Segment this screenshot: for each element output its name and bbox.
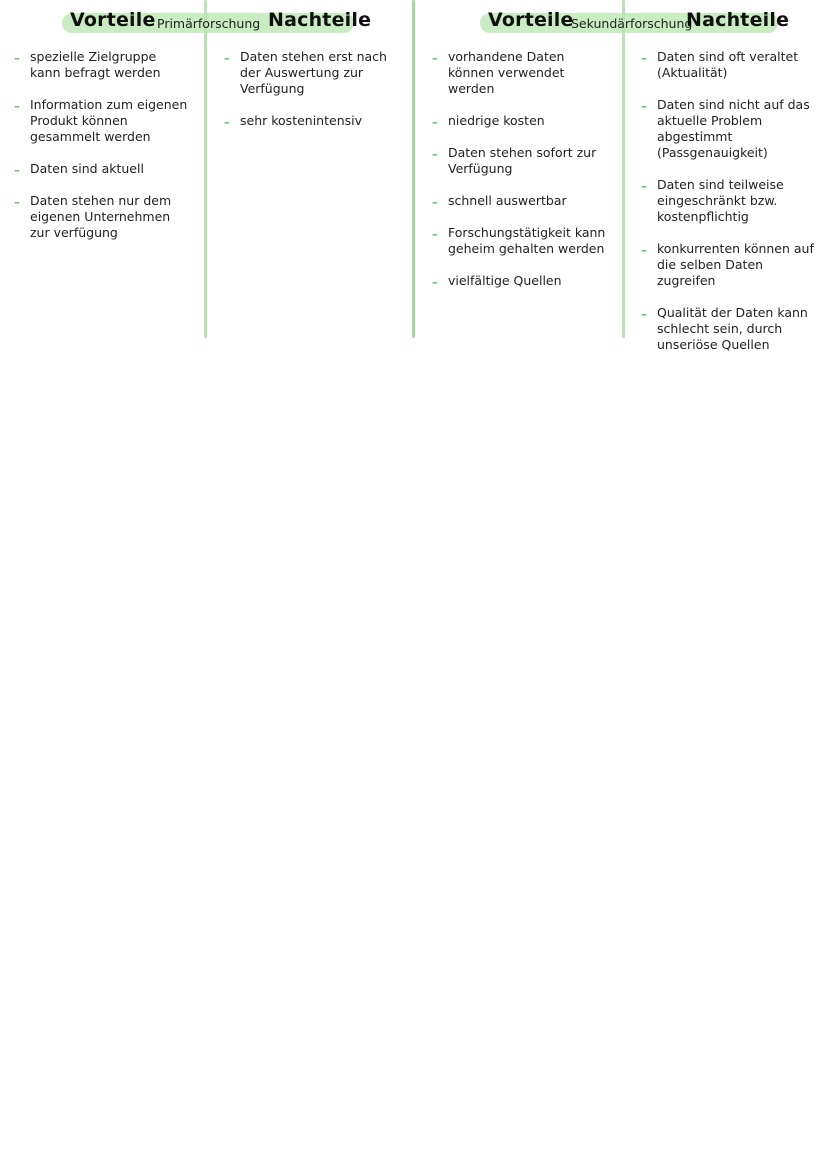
left-topic-label: Primärforschung [157, 16, 261, 31]
right-disadvantages-heading: Nachteile [686, 9, 790, 31]
list-item [432, 49, 612, 97]
dash-bullet-icon: – [432, 51, 438, 65]
left-advantages-heading: Vorteile [70, 9, 156, 31]
dash-bullet-icon: – [14, 51, 20, 65]
item-text: niedrige kosten [448, 113, 545, 128]
list-item [14, 97, 190, 145]
item-text: Daten stehen nur dem eigenen Unternehmen zur verfügung [30, 193, 172, 240]
dash-bullet-icon: – [432, 147, 438, 161]
dash-bullet-icon: – [641, 99, 647, 113]
left-disadvantages-list [224, 49, 400, 129]
item-text: vorhandene Daten können verwendet werden [448, 49, 565, 96]
right-topic-label: Sekundärforschung [571, 16, 693, 31]
list-item [14, 193, 190, 241]
list-item [641, 49, 821, 81]
item-text: Daten sind aktuell [30, 161, 144, 176]
dash-bullet-icon: – [224, 115, 230, 129]
item-text: spezielle Zielgruppe kann befragt werden [30, 49, 161, 80]
left-advantages-list [14, 49, 190, 241]
right-advantages-list [432, 49, 612, 289]
right-column-divider [622, 0, 625, 338]
dash-bullet-icon: – [14, 195, 20, 209]
list-item [432, 113, 612, 129]
right-advantages-heading: Vorteile [488, 9, 574, 31]
item-text: Daten stehen erst nach der Auswertung zur Verfügung [240, 49, 387, 96]
dash-bullet-icon: – [14, 99, 20, 113]
left-disadvantages-heading: Nachteile [268, 9, 372, 31]
right-disadvantages-list [641, 49, 821, 353]
dash-bullet-icon: – [432, 195, 438, 209]
item-text: Information zum eigenen Produkt können gesammelt werden [30, 97, 188, 144]
list-item [14, 161, 190, 177]
dash-bullet-icon: – [224, 51, 230, 65]
list-item [432, 193, 612, 209]
list-item [641, 241, 821, 289]
list-item [641, 177, 821, 225]
item-text: vielfältige Quellen [448, 273, 562, 288]
item-text: Qualität der Daten kann schlecht sein, durch unseriöse Quellen [657, 305, 808, 352]
list-item [224, 49, 400, 97]
dash-bullet-icon: – [641, 51, 647, 65]
dash-bullet-icon: – [432, 227, 438, 241]
list-item [14, 49, 190, 81]
list-item [432, 273, 612, 289]
list-item [641, 97, 821, 161]
item-text: sehr kostenintensiv [240, 113, 362, 128]
item-text: Forschungstätigkeit kann geheim gehalten werden [448, 225, 606, 256]
item-text: Daten sind teilweise eingeschränkt bzw. kostenpflichtig [657, 177, 784, 224]
list-item [641, 305, 821, 353]
list-item [432, 225, 612, 257]
dash-bullet-icon: – [641, 179, 647, 193]
list-item [432, 145, 612, 177]
left-column-divider [204, 0, 207, 338]
dash-bullet-icon: – [641, 307, 647, 321]
item-text: schnell auswertbar [448, 193, 567, 208]
dash-bullet-icon: – [14, 163, 20, 177]
item-text: konkurrenten können auf die selben Daten zugreifen [657, 241, 814, 288]
dash-bullet-icon: – [641, 243, 647, 257]
dash-bullet-icon: – [432, 115, 438, 129]
list-item [224, 113, 400, 129]
section-divider [412, 0, 415, 338]
item-text: Daten sind nicht auf das aktuelle Problem abgestimmt (Passgenauigkeit) [657, 97, 810, 160]
item-text: Daten sind oft veraltet (Aktualität) [657, 49, 799, 80]
dash-bullet-icon: – [432, 275, 438, 289]
item-text: Daten stehen sofort zur Verfügung [448, 145, 597, 176]
